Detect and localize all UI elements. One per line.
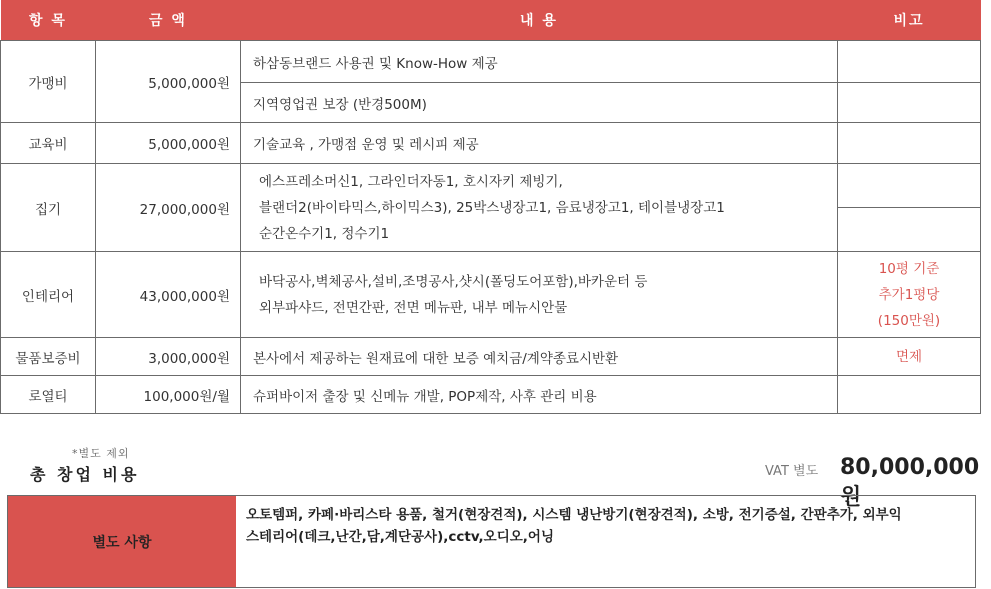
total-amount: 80,000,000원 (840, 455, 980, 510)
education-item: 교육비 (1, 123, 96, 164)
education-note (838, 123, 981, 164)
table-row-franchise (1, 41, 981, 83)
royalty-item: 로열티 (1, 376, 96, 414)
header-content: 내 용 (241, 0, 838, 41)
equipment-note-2 (838, 208, 981, 252)
royalty-desc: 슈퍼바이저 출장 및 신메뉴 개발, POP제작, 사후 관리 비용 (241, 376, 838, 414)
extra-items-label: 별도 사항 (8, 496, 236, 587)
interior-desc (241, 252, 838, 338)
extra-items-line-1: 오토템퍼, 카페·바리스타 용품, 철거(현장견적), 시스템 냉난방기(현장견적), 소방, 전기증설, 간판추가, 외부익 (246, 507, 902, 523)
education-amount: 5,000,000원 (96, 123, 241, 164)
royalty-amount: 100,000원/월 (96, 376, 241, 414)
education-desc: 기술교육 , 가맹점 운영 및 레시피 제공 (241, 123, 838, 164)
franchise-amount: 5,000,000원 (96, 41, 241, 123)
deposit-amount: 3,000,000원 (96, 338, 241, 376)
equipment-desc-line-2: 블랜더2(바이타믹스,하이믹스3), 25박스냉장고1, 음료냉장고1, 테이블냉장고1 (259, 199, 725, 216)
interior-note-line-2: 추가1평당 (878, 286, 940, 303)
franchise-desc-1: 하삼동브랜드 사용권 및 Know-How 제공 (241, 41, 838, 83)
interior-note-line-3: (150만원) (877, 312, 941, 329)
header-note: 비고 (838, 0, 981, 41)
table-row-deposit (1, 338, 981, 376)
header-item: 항 목 (1, 0, 96, 41)
equipment-note-1 (838, 164, 981, 208)
interior-desc-line-1: 바닥공사,벽체공사,설비,조명공사,샷시(폴딩도어포함),바카운터 등 (259, 273, 648, 290)
table-row-interior (1, 252, 981, 338)
interior-amount: 43,000,000원 (96, 252, 241, 338)
extra-items-text (236, 496, 975, 587)
equipment-amount: 27,000,000원 (96, 164, 241, 252)
franchise-item: 가맹비 (1, 41, 96, 123)
table-row-royalty (1, 376, 981, 414)
table-row-equipment (1, 164, 981, 208)
interior-note (838, 252, 981, 338)
equipment-desc-line-3: 순간온수기1, 정수기1 (259, 225, 390, 242)
total-title: 총 창업 비용 (30, 465, 140, 484)
deposit-desc: 본사에서 제공하는 원재료에 대한 보증 예치금/계약종료시반환 (241, 338, 838, 376)
franchise-note-1 (838, 41, 981, 83)
equipment-desc (241, 164, 838, 252)
interior-note-line-1: 10평 기준 (878, 260, 940, 277)
equipment-desc-line-1: 에스프레소머신1, 그라인더자동1, 호시자키 제빙기, (259, 173, 563, 190)
franchise-note-2 (838, 83, 981, 123)
extra-items-box (7, 495, 976, 588)
deposit-note: 면제 (838, 338, 981, 376)
table-header-row (1, 0, 981, 41)
deposit-item: 물품보증비 (1, 338, 96, 376)
header-amount: 금 액 (96, 0, 241, 41)
total-footnote: *별도 제외 (72, 447, 130, 460)
interior-item: 인테리어 (1, 252, 96, 338)
vat-label: VAT 별도 (765, 464, 819, 479)
franchise-desc-2: 지역영업권 보장 (반경500M) (241, 83, 838, 123)
table-row-education (1, 123, 981, 164)
extra-items-line-2: 스테리어(데크,난간,담,계단공사),cctv,오디오,어닝 (246, 529, 555, 545)
royalty-note (838, 376, 981, 414)
equipment-item: 집기 (1, 164, 96, 252)
interior-desc-line-2: 외부파샤드, 전면간판, 전면 메뉴판, 내부 메뉴시안물 (259, 299, 568, 316)
